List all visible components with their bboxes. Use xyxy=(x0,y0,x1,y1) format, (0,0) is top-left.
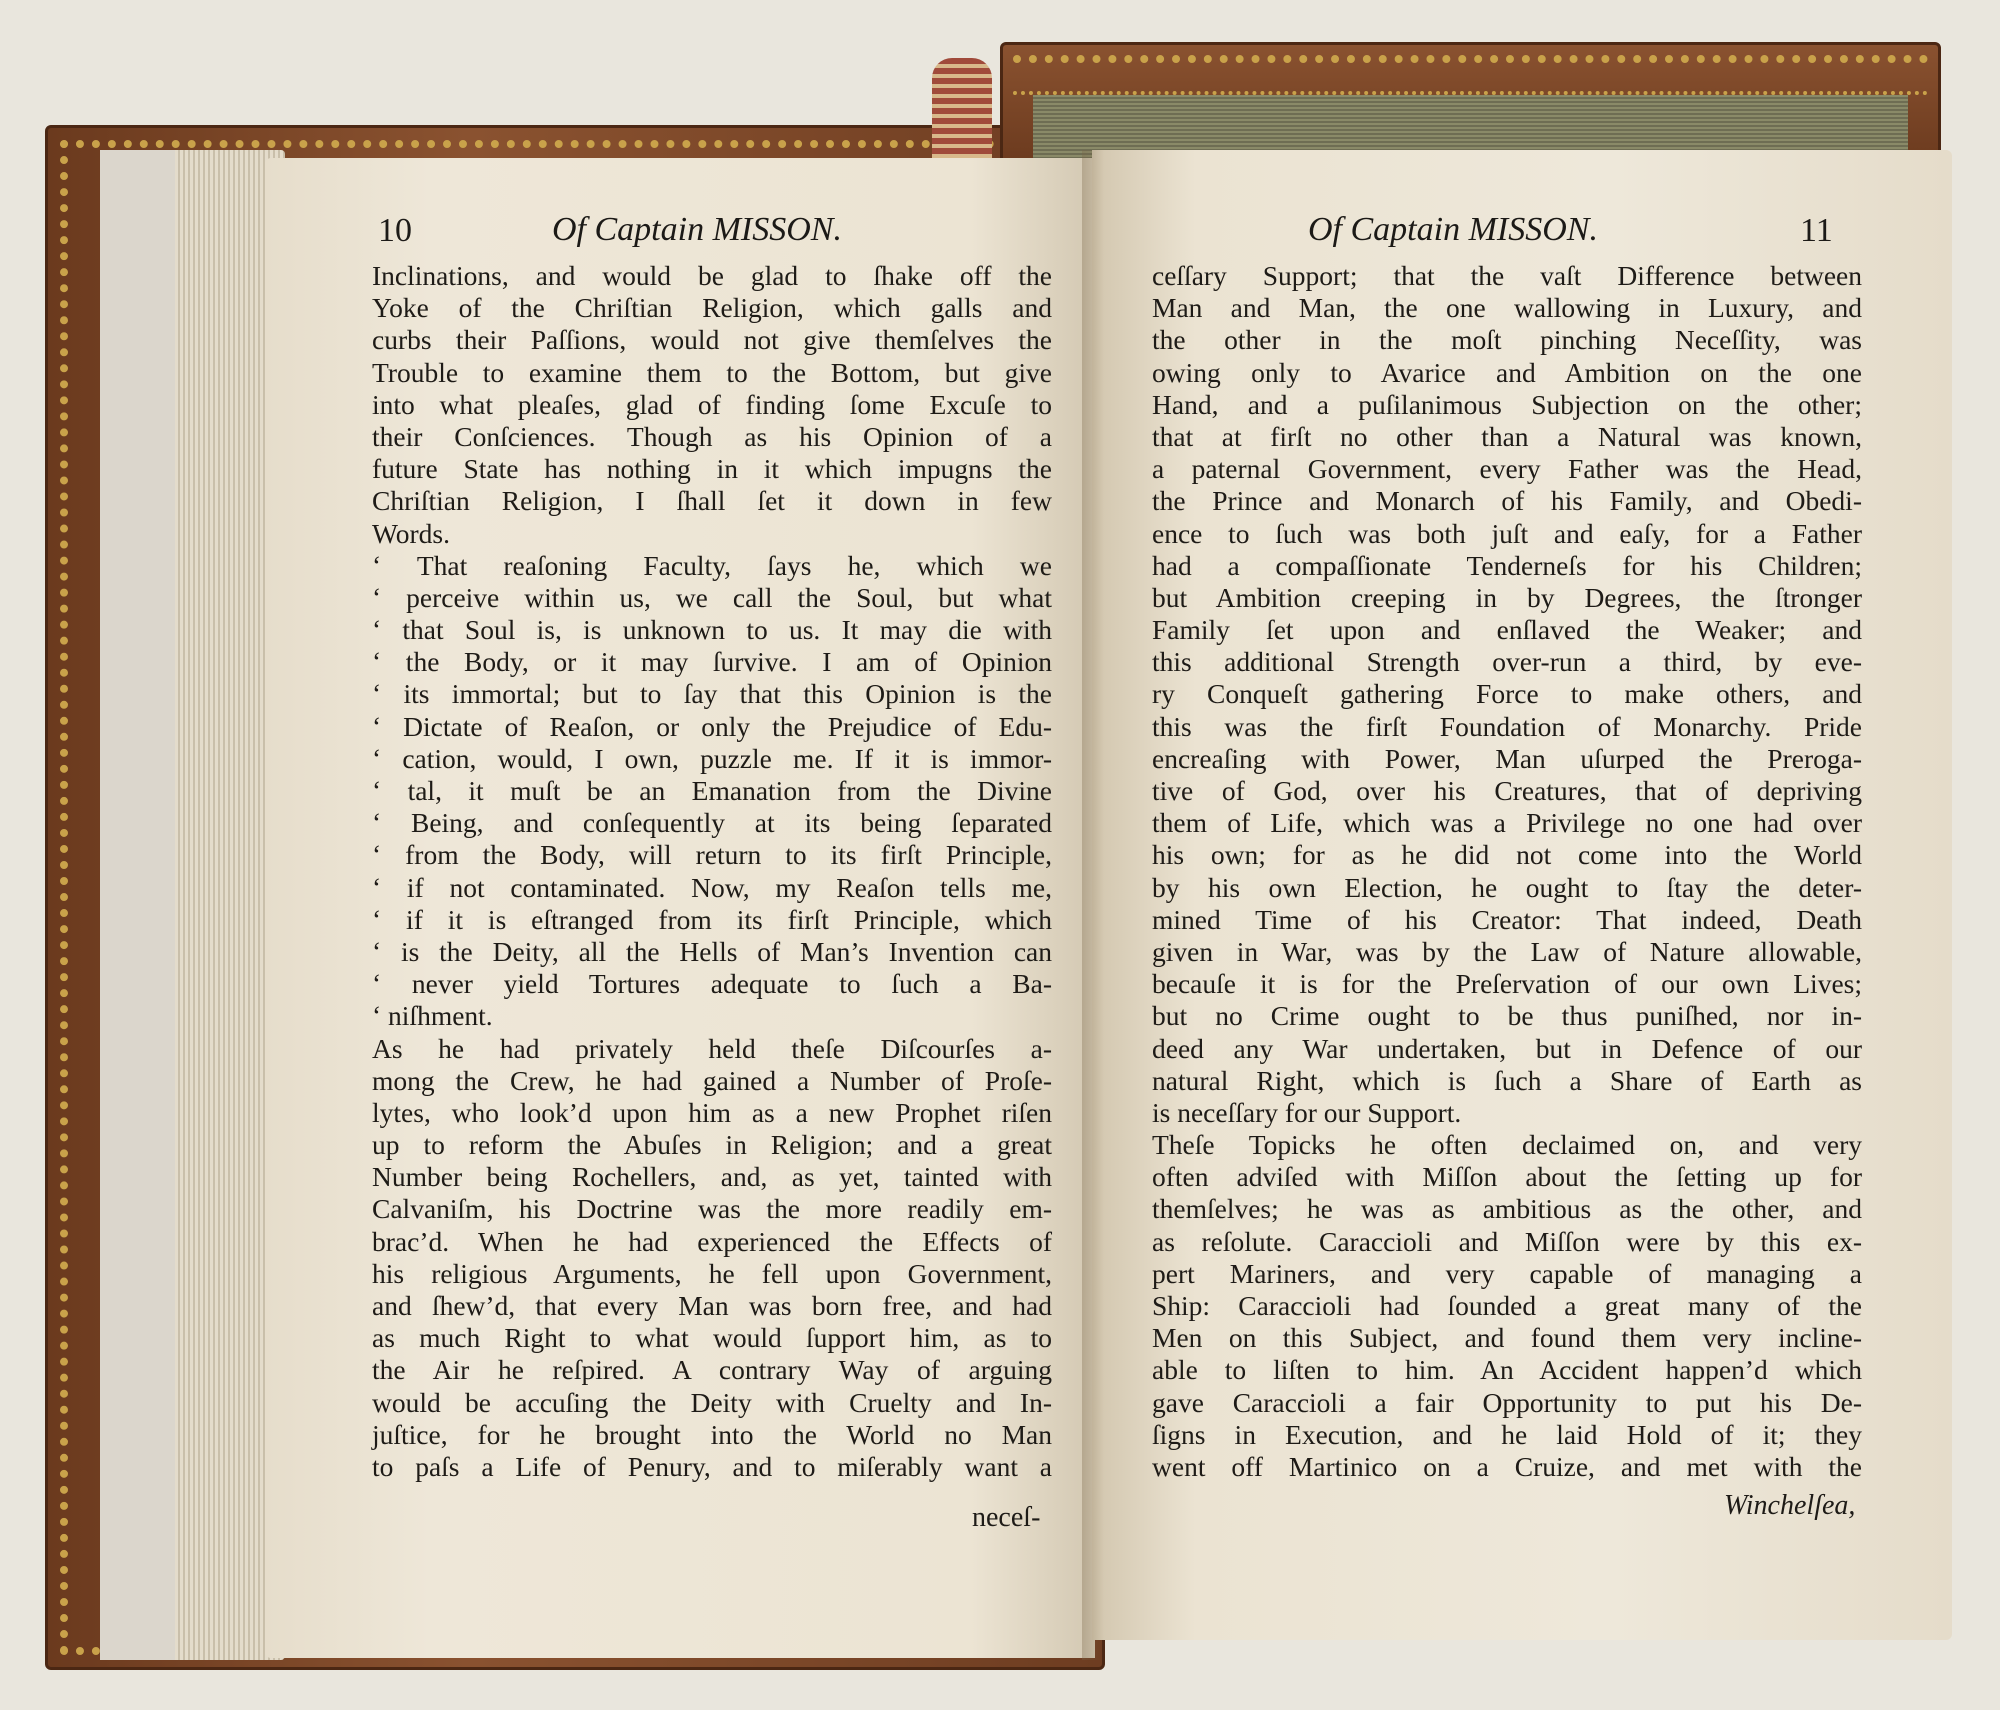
text-line: ‘ that Soul is, is unknown to us. It may die with xyxy=(372,614,1052,646)
text-line: by his own Election, he ought to ſtay the deter- xyxy=(1152,871,1862,903)
text-line: pert Mariners, and very capable of managing a xyxy=(1152,1257,1862,1289)
text-line: tive of God, over his Creatures, that of depriving xyxy=(1152,775,1862,806)
text-line: ence to ſuch was both juſt and eaſy, for a Father xyxy=(1152,517,1862,549)
text-line: brac’d. When he had experienced the Effects of xyxy=(372,1225,1052,1257)
text-line: and ſhew’d, that every Man was born free, and had xyxy=(372,1290,1052,1321)
text-line: to paſs a Life of Penury, and to miſerably want a xyxy=(372,1450,1052,1482)
text-line: lytes, who look’d upon him as a new Prophet riſen xyxy=(372,1096,1052,1128)
text-line: ‘ niſhment. xyxy=(372,1000,493,1032)
flyleaf xyxy=(100,150,175,1660)
text-line: had a compaſſionate Tenderneſs for his Children; xyxy=(1152,549,1862,581)
text-line: ‘ Dictate of Reaſon, or only the Prejudice of Edu- xyxy=(372,710,1052,742)
text-line: ceſſary Support; that the vaſt Difference between xyxy=(1152,260,1862,291)
text-line: that at firſt no other than a Natural was known, xyxy=(1152,420,1862,452)
text-line: able to liſten to him. An Accident happen’d which xyxy=(1152,1354,1862,1386)
left-catchword: neceſ- xyxy=(972,1502,1041,1533)
text-line: his own; for as he did not come into the World xyxy=(1152,839,1862,871)
left-page-edges xyxy=(100,150,285,1660)
left-running-head: Of Captain MISSON. xyxy=(552,211,842,248)
right-page-text xyxy=(1152,260,1862,1483)
text-line: gave Caraccioli a fair Opportunity to put his De- xyxy=(1152,1386,1862,1418)
gutter-shadow xyxy=(1082,150,1104,1660)
text-line: owing only to Avarice and Ambition on the one xyxy=(1152,356,1862,388)
text-line: would be accuſing the Deity with Cruelty and In- xyxy=(372,1386,1052,1418)
text-line: given in War, was by the Law of Nature allowable, xyxy=(1152,935,1862,967)
left-page-number: 10 xyxy=(378,212,412,249)
text-line: as much Right to what would ſupport him, as to xyxy=(372,1322,1052,1354)
text-line: as reſolute. Caraccioli and Miſſon were by this ex- xyxy=(1152,1225,1862,1257)
gilt-border xyxy=(1013,55,1928,95)
text-line: often adviſed with Miſſon about the ſetting up for xyxy=(1152,1161,1862,1193)
text-line: Men on this Subject, and found them very incline- xyxy=(1152,1322,1862,1354)
text-line: Family ſet upon and enſlaved the Weaker; and xyxy=(1152,614,1862,646)
text-line: Number being Rochellers, and, as yet, tainted with xyxy=(372,1161,1052,1193)
text-line: mong the Crew, he had gained a Number of Proſe- xyxy=(372,1064,1052,1096)
text-line: went off Martinico on a Cruize, and met with the xyxy=(1152,1450,1862,1482)
text-line: into what pleaſes, glad of finding ſome Excuſe to xyxy=(372,388,1052,420)
right-running-head: Of Captain MISSON. xyxy=(1308,211,1598,248)
text-line: Theſe Topicks he often declaimed on, and very xyxy=(1152,1129,1862,1161)
text-line: ‘ from the Body, will return to its firſt Principle, xyxy=(372,839,1052,871)
text-line: their Conſciences. Though as his Opinion of a xyxy=(372,420,1052,452)
text-line: Inclinations, and would be glad to ſhake off the xyxy=(372,260,1052,291)
text-line: the Prince and Monarch of his Family, and Obedi- xyxy=(1152,485,1862,517)
text-line: ‘ cation, would, I own, puzzle me. If it is immor- xyxy=(372,742,1052,774)
text-line: but no Crime ought to be thus puniſhed, nor in- xyxy=(1152,1000,1862,1032)
text-line: the other in the moſt pinching Neceſſity, was xyxy=(1152,324,1862,356)
text-line: deed any War undertaken, but in Defence of our xyxy=(1152,1032,1862,1064)
text-line: his religious Arguments, he fell upon Government, xyxy=(372,1257,1052,1289)
text-line: encreaſing with Power, Man uſurped the Preroga- xyxy=(1152,742,1862,774)
text-line: As he had privately held theſe Diſcourſes a- xyxy=(372,1032,1052,1064)
text-line: ‘ if not contaminated. Now, my Reaſon tells me, xyxy=(372,871,1052,903)
text-line: Chriſtian Religion, I ſhall ſet it down in few xyxy=(372,485,1052,517)
right-catchword: Winchelſea, xyxy=(1724,1490,1856,1521)
left-page-text xyxy=(372,260,1052,1483)
text-line: Man and Man, the one wallowing in Luxury, and xyxy=(1152,292,1862,324)
text-line: but Ambition creeping in by Degrees, the ſtronger xyxy=(1152,581,1862,613)
text-line: ‘ is the Deity, all the Hells of Man’s Invention can xyxy=(372,935,1052,967)
text-line: Calvaniſm, his Doctrine was the more readily em- xyxy=(372,1193,1052,1225)
text-line: Hand, and a puſilanimous Subjection on the other; xyxy=(1152,388,1862,420)
text-line: ‘ the Body, or it may ſurvive. I am of Opinion xyxy=(372,646,1052,678)
right-page-number: 11 xyxy=(1800,212,1833,249)
text-line: ‘ tal, it muſt be an Emanation from the Divine xyxy=(372,775,1052,806)
text-line: Yoke of the Chriſtian Religion, which galls and xyxy=(372,292,1052,324)
text-line: Words. xyxy=(372,517,450,549)
text-line: this was the firſt Foundation of Monarchy. Pride xyxy=(1152,710,1862,742)
text-line: curbs their Paſſions, would not give themſelves the xyxy=(372,324,1052,356)
text-line: ſigns in Execution, and he laid Hold of it; they xyxy=(1152,1418,1862,1450)
text-line: Trouble to examine them to the Bottom, but give xyxy=(372,356,1052,388)
text-line: this additional Strength over-run a third, by eve- xyxy=(1152,646,1862,678)
text-line: mined Time of his Creator: That indeed, Death xyxy=(1152,903,1862,935)
text-line: ‘ its immortal; but to ſay that this Opinion is the xyxy=(372,678,1052,710)
text-line: ‘ That reaſoning Faculty, ſays he, which we xyxy=(372,549,1052,581)
text-line: ‘ Being, and conſequently at its being ſeparated xyxy=(372,807,1052,839)
text-line: themſelves; he was as ambitious as the other, and xyxy=(1152,1193,1862,1225)
text-line: becauſe it is for the Preſervation of our own Lives; xyxy=(1152,968,1862,1000)
text-line: ‘ perceive within us, we call the Soul, but what xyxy=(372,581,1052,613)
text-line: up to reform the Abuſes in Religion; and a great xyxy=(372,1129,1052,1161)
text-line: future State has nothing in it which impugns the xyxy=(372,453,1052,485)
text-line: juſtice, for he brought into the World no Man xyxy=(372,1418,1052,1450)
text-line: natural Right, which is ſuch a Share of Earth as xyxy=(1152,1064,1862,1096)
text-line: the Air he reſpired. A contrary Way of arguing xyxy=(372,1354,1052,1386)
text-line: ry Conqueſt gathering Force to make others, and xyxy=(1152,678,1862,710)
text-line: ‘ never yield Tortures adequate to ſuch a Ba- xyxy=(372,968,1052,1000)
text-line: ‘ if it is eſtranged from its firſt Principle, which xyxy=(372,903,1052,935)
text-line: them of Life, which was a Privilege no one had over xyxy=(1152,807,1862,839)
text-line: Ship: Caraccioli had ſounded a great many of the xyxy=(1152,1290,1862,1321)
text-line: is neceſſary for our Support. xyxy=(1152,1096,1462,1128)
text-line: a paternal Government, every Father was the Head, xyxy=(1152,453,1862,485)
